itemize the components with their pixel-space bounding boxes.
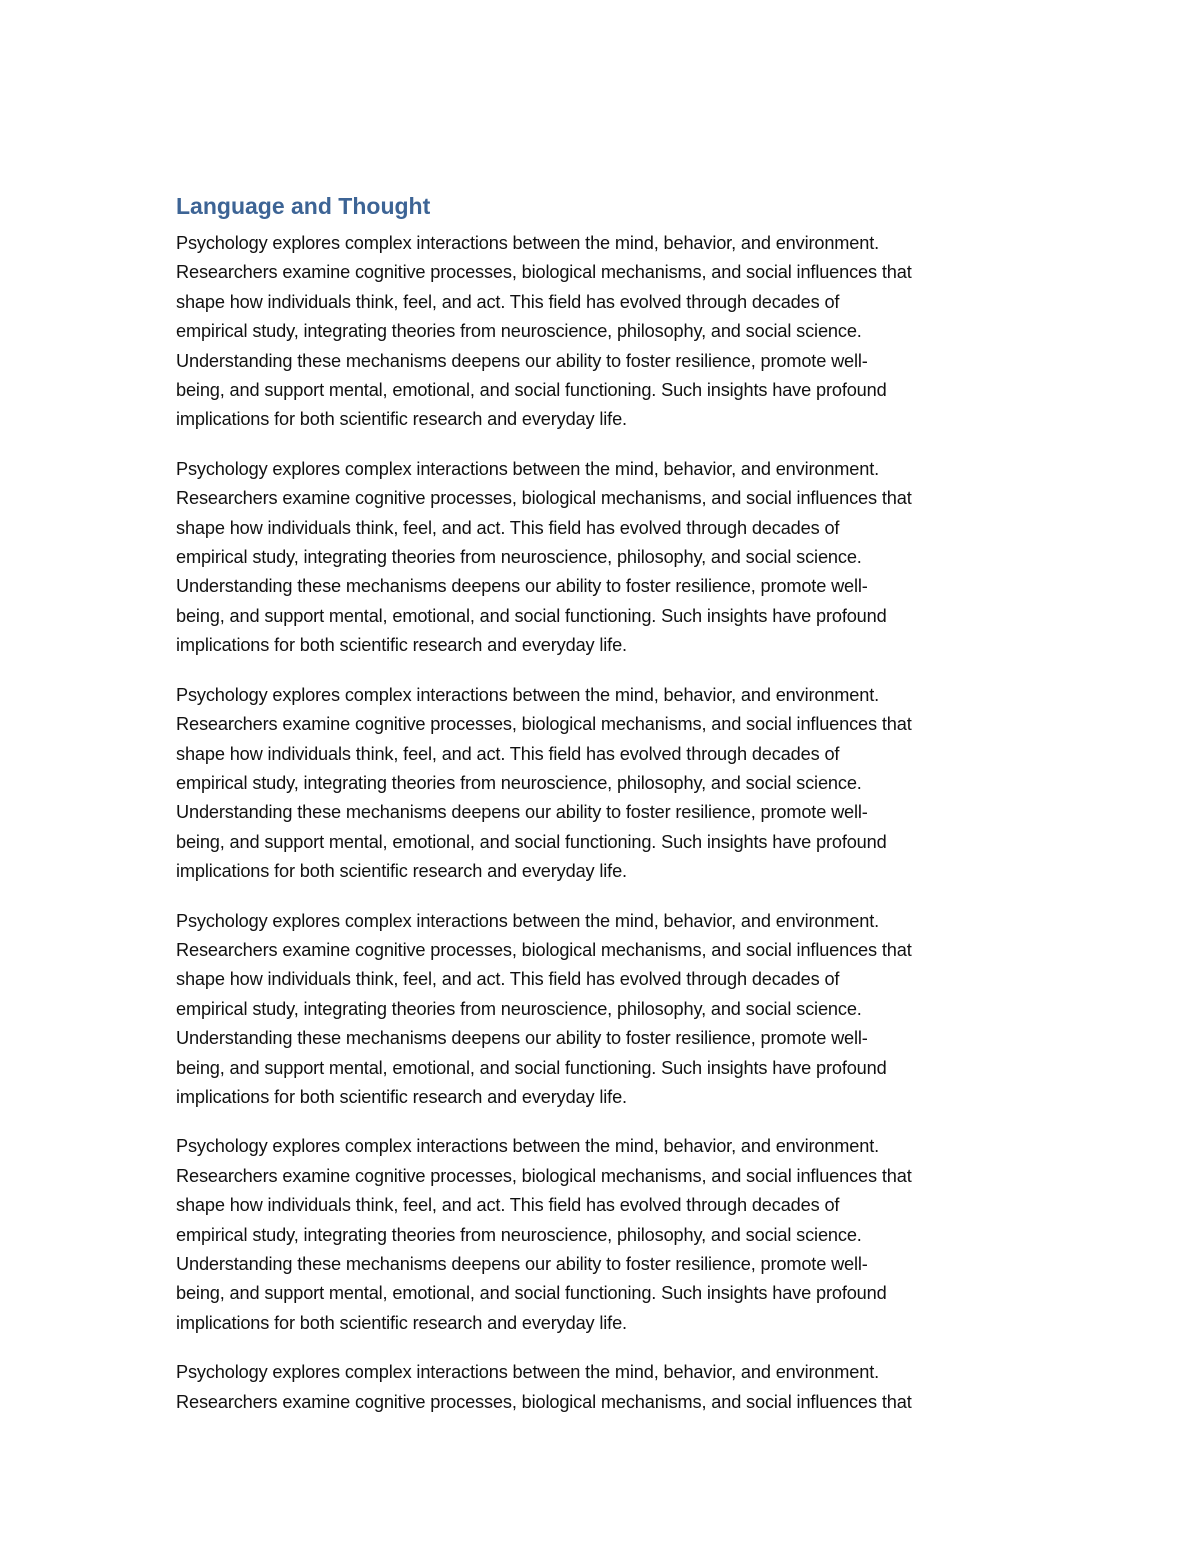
body-paragraph-5: Psychology explores complex interactions between the mind, behavior, and environment. Researchers examine cognitive processes, biological mechanisms, and social influences that shape how individuals think, feel, and act. This field has evolved through decades of empirical study, integrating theories from neuroscience, philosophy, and social science. Understanding these mechanisms deepens our ability to foster resilience, promote well- being, and support mental, emotional, and social functioning. Such insights have profound implications for both scientific research and everyday life.: [176, 1136, 912, 1333]
body-paragraph-6: Psychology explores complex interactions between the mind, behavior, and environment. Researchers examine cognitive processes, biological mechanisms, and social influences that: [176, 1362, 912, 1412]
section-heading: Language and Thought: [176, 193, 431, 219]
document-body: [176, 190, 1026, 1437]
body-paragraph-3: Psychology explores complex interactions between the mind, behavior, and environment. Researchers examine cognitive processes, biological mechanisms, and social influences that shape how individuals think, feel, and act. This field has evolved through decades of empirical study, integrating theories from neuroscience, philosophy, and social science. Understanding these mechanisms deepens our ability to foster resilience, promote well- being, and support mental, emotional, and social functioning. Such insights have profound implications for both scientific research and everyday life.: [176, 684, 912, 882]
body-paragraph-4: Psychology explores complex interactions between the mind, behavior, and environment. Researchers examine cognitive processes, biological mechanisms, and social influences that shape how individuals think, feel, and act. This field has evolved through decades of empirical study, integrating theories from neuroscience, philosophy, and social science. Understanding these mechanisms deepens our ability to foster resilience, promote well- being, and support mental, emotional, and social functioning. Such insights have profound implications for both scientific research and everyday life.: [176, 910, 912, 1107]
body-paragraph-1: Psychology explores complex interactions between the mind, behavior, and environment. Researchers examine cognitive processes, biological mechanisms, and social influences that shape how individuals think, feel, and act. This field has evolved through decades of empirical study, integrating theories from neuroscience, philosophy, and social science. Understanding these mechanisms deepens our ability to foster resilience, promote well- being, and support mental, emotional, and social functioning. Such insights have profound implications for both scientific research and everyday life.: [176, 233, 912, 430]
body-paragraph-2: Psychology explores complex interactions between the mind, behavior, and environment. Researchers examine cognitive processes, biological mechanisms, and social influences that shape how individuals think, feel, and act. This field has evolved through decades of empirical study, integrating theories from neuroscience, philosophy, and social science. Understanding these mechanisms deepens our ability to foster resilience, promote well- being, and support mental, emotional, and social functioning. Such insights have profound implications for both scientific research and everyday life.: [176, 458, 912, 656]
